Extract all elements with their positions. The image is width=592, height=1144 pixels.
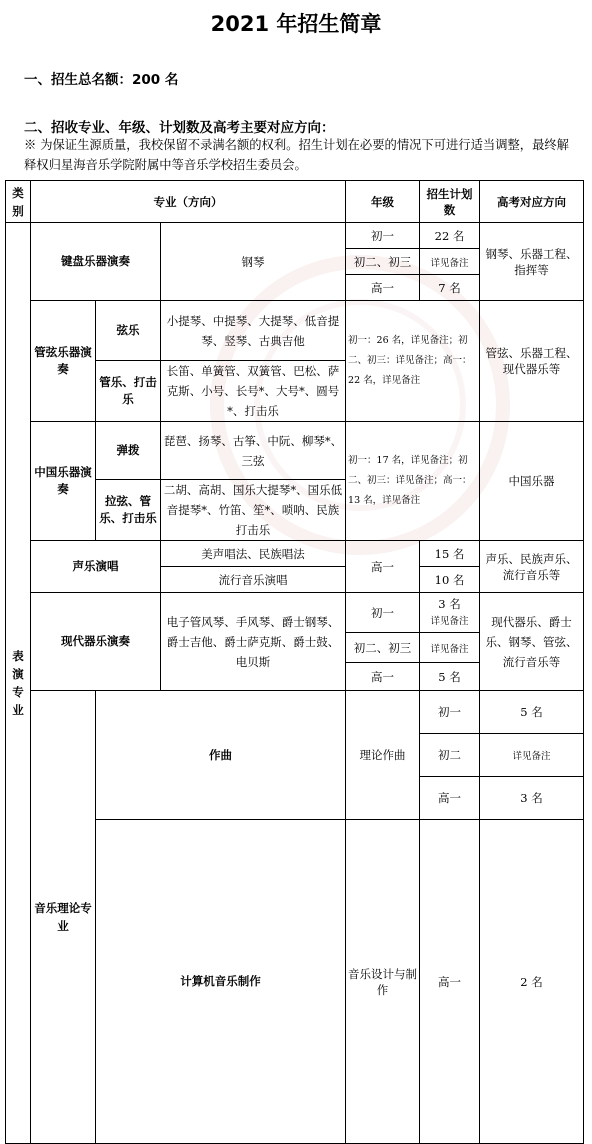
modern-content: 电子管风琴、手风琴、爵士钢琴、爵士吉他、爵士萨克斯、爵士鼓、电贝斯: [161, 593, 346, 691]
sub-bowed: 拉弦、管乐、打击乐: [96, 480, 161, 541]
strings-content: 小提琴、中提琴、大提琴、低音提琴、竖琴、古典吉他: [161, 301, 346, 361]
computer-plan: 2 名: [480, 820, 584, 1144]
major-vocal: 声乐演唱: [31, 541, 161, 593]
vocal-content-1: 美声唱法、民族唱法: [161, 541, 346, 567]
table-row: [6, 223, 584, 249]
header-direction: 高考对应方向: [480, 181, 584, 223]
major-composition: 作曲: [96, 691, 346, 820]
bowed-content: 二胡、高胡、国乐大提琴*、国乐低音提琴*、竹笛、笙*、唢呐、民族打击乐: [161, 480, 346, 541]
winds-content: 长笛、单簧管、双簧管、巴松、萨克斯、小号、长号*、大号*、圆号*、打击乐: [161, 361, 346, 422]
keyboard-grade-2: 初二、初三: [346, 249, 420, 275]
vocal-plan-1: 15 名: [420, 541, 480, 567]
keyboard-plan-2: 详见备注: [420, 249, 480, 275]
keyboard-content: 钢琴: [161, 223, 346, 301]
keyboard-grade-3: 高一: [346, 275, 420, 301]
header-major: 专业（方向）: [31, 181, 346, 223]
sub-strings: 弦乐: [96, 301, 161, 361]
section-total-quota: 一、招生总名额：200 名: [24, 72, 179, 88]
section-majors-heading: 二、招收专业、年级、计划数及高考主要对应方向：: [24, 120, 335, 136]
vocal-content-2: 流行音乐演唱: [161, 567, 346, 593]
keyboard-plan-3: 7 名: [420, 275, 480, 301]
header-category: 类别: [6, 181, 31, 223]
composition-grade-2: 初二: [420, 734, 480, 777]
modern-plan-3: 5 名: [420, 663, 480, 691]
composition-plan-1: 5 名: [480, 691, 584, 734]
composition-grade-3: 高一: [420, 777, 480, 820]
header-grade: 年级: [346, 181, 420, 223]
modern-plan-1-note: 详见备注: [430, 615, 469, 627]
major-orchestral: 管弦乐器演奏: [31, 301, 96, 422]
admission-table: [5, 180, 584, 1144]
keyboard-grade-1: 初一: [346, 223, 420, 249]
major-modern: 现代器乐演奏: [31, 593, 161, 691]
sub-plucked: 弹拨: [96, 422, 161, 480]
table-row: [6, 593, 584, 633]
vocal-plan-2: 10 名: [420, 567, 480, 593]
table-row: [6, 541, 584, 567]
chinese-grades-plans: 初一：17 名，详见备注；初二、初三：详见备注；高一：13 名，详见备注: [346, 422, 480, 541]
major-chinese: 中国乐器演奏: [31, 422, 96, 541]
vocal-grade: 高一: [346, 541, 420, 593]
table-row: [6, 691, 584, 734]
vocal-direction: 声乐、民族声乐、流行音乐等: [480, 541, 584, 593]
modern-plan-1-count: 3 名: [438, 596, 461, 611]
computer-grade: 高一: [420, 820, 480, 1144]
modern-grade-1: 初一: [346, 593, 420, 633]
note-text: ※ 为保证生源质量，我校保留不录满名额的权利。招生计划在必要的情况下可进行适当调整，最终解释权归星海音乐学院附属中等音乐学校招生委员会。: [24, 138, 569, 172]
orchestral-grades-plans: 初一：26 名，详见备注；初二、初三：详见备注；高一：22 名，详见备注: [346, 301, 480, 422]
header-plan: 招生计划数: [420, 181, 480, 223]
category-performance: 表演专业: [6, 223, 31, 1144]
category-music-theory: 音乐理论专业: [31, 691, 96, 1144]
computer-content: 音乐设计与制作: [346, 820, 420, 1144]
modern-grade-2: 初二、初三: [346, 633, 420, 663]
orchestral-direction: 管弦、乐器工程、现代器乐等: [480, 301, 584, 422]
modern-plan-2: 详见备注: [420, 633, 480, 663]
plucked-content: 琵琶、扬琴、古筝、中阮、柳琴*、三弦: [161, 422, 346, 480]
major-computer-music: 计算机音乐制作: [96, 820, 346, 1144]
composition-plan-2: 详见备注: [480, 734, 584, 777]
chinese-direction: 中国乐器: [480, 422, 584, 541]
composition-grade-1: 初一: [420, 691, 480, 734]
page-title: 2021 年招生简章: [210, 12, 382, 36]
major-keyboard: 键盘乐器演奏: [31, 223, 161, 301]
table-header-row: [6, 181, 584, 223]
modern-grade-3: 高一: [346, 663, 420, 691]
sub-winds: 管乐、打击乐: [96, 361, 161, 422]
modern-plan-1: [420, 593, 480, 633]
modern-direction: 现代器乐、爵士乐、钢琴、管弦、流行音乐等: [480, 593, 584, 691]
composition-content: 理论作曲: [346, 691, 420, 820]
keyboard-direction: 钢琴、乐器工程、指挥等: [480, 223, 584, 301]
table-row: [6, 301, 584, 361]
table-row: [6, 422, 584, 480]
keyboard-plan-1: 22 名: [420, 223, 480, 249]
composition-plan-3: 3 名: [480, 777, 584, 820]
